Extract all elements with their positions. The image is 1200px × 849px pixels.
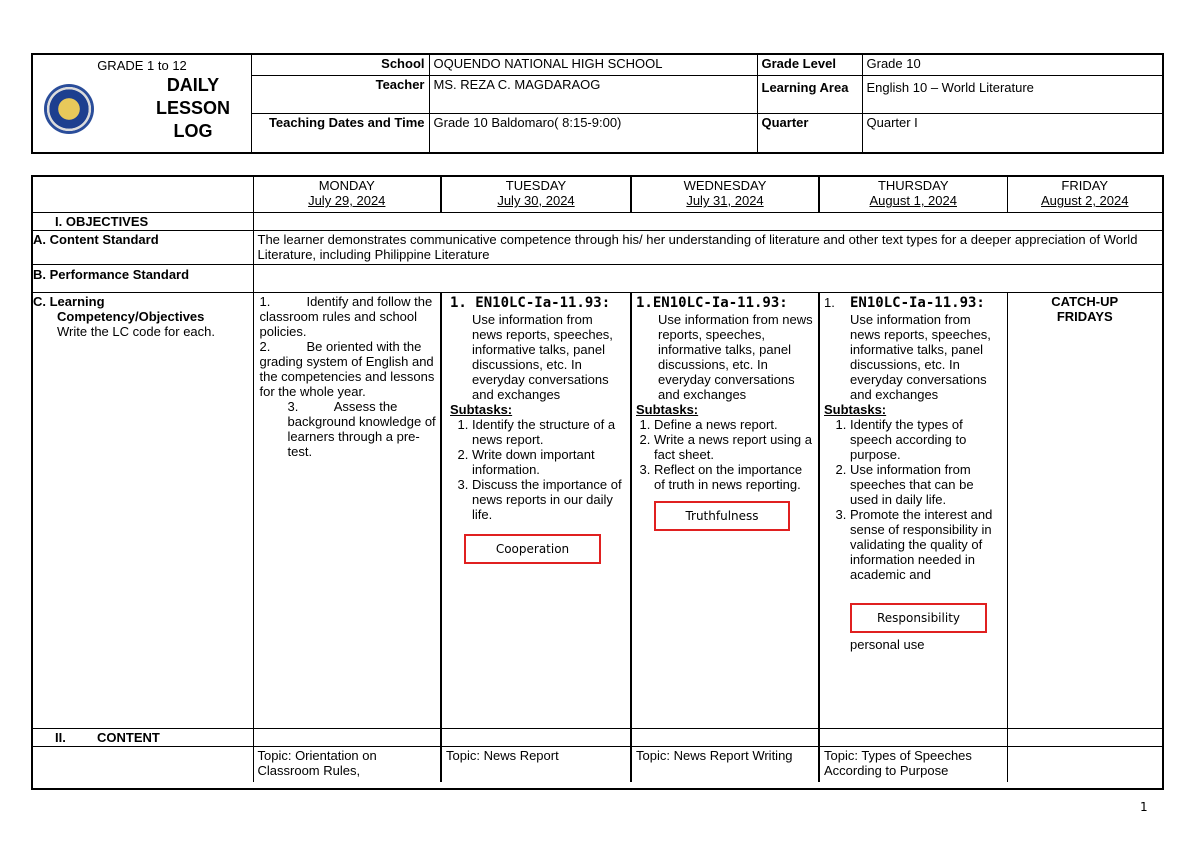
content-heading-num: II. xyxy=(55,729,66,745)
lesson-log-block xyxy=(31,175,1164,790)
day-name: MONDAY xyxy=(318,178,375,193)
monday-item: 2. Be oriented with the grading system of English and the competencies and lessons for the whole year. xyxy=(259,338,439,399)
value-badge-truthfulness: Truthfulness xyxy=(654,501,790,531)
subtask-item: 3. Reflect on the importance of truth in news reporting. xyxy=(654,462,814,492)
day-date: August 2, 2024 xyxy=(1041,193,1129,208)
learning-area-value: English 10 – World Literature xyxy=(862,75,1162,113)
wednesday-objectives xyxy=(631,292,819,728)
tuesday-subtasks-label: Subtasks: xyxy=(450,401,513,417)
wednesday-code: 1.EN10LC-Ia-11.93: xyxy=(636,294,788,311)
subtask-item: 2. Write a news report using a fact sheet. xyxy=(654,432,814,462)
subtask-item: 3. Promote the interest and sense of responsibility in validating the quality of information needed in academic and xyxy=(850,507,1003,582)
day-name: THURSDAY xyxy=(877,178,949,193)
school-label: School xyxy=(251,55,429,75)
day-date: July 30, 2024 xyxy=(497,193,575,208)
day-date: July 31, 2024 xyxy=(686,193,764,208)
thursday-code: EN10LC-Ia-11.93: xyxy=(850,294,985,311)
objectives-blank xyxy=(253,212,1162,230)
competency-label xyxy=(33,292,253,728)
day-header-tuesday xyxy=(441,177,631,212)
subtask-item: 3. Discuss the importance of news reports in our daily life. xyxy=(472,477,626,522)
thursday-code-line xyxy=(824,294,1003,312)
day-name: FRIDAY xyxy=(1061,178,1109,193)
day-name: WEDNESDAY xyxy=(683,178,767,193)
day-date: August 1, 2024 xyxy=(869,193,957,208)
tuesday-subtasks xyxy=(450,417,626,522)
topic-label-blank xyxy=(33,746,253,782)
quarter-label: Quarter xyxy=(757,113,862,152)
tuesday-objective: Use information from news reports, speeches, informative talks, panel discussions, etc. In everyday conversations and exchanges xyxy=(472,311,613,402)
thursday-objectives xyxy=(819,292,1007,728)
tuesday-code: 1. EN10LC-Ia-11.93: xyxy=(450,294,611,311)
thursday-objective: Use information from news reports, speeches, informative talks, panel discussions, etc. In everyday conversations and exchanges xyxy=(850,311,991,402)
grade-level-value: Grade 10 xyxy=(862,55,1162,75)
school-seal-logo xyxy=(44,84,94,134)
title-cell xyxy=(33,55,251,152)
lesson-log-table xyxy=(33,177,1162,782)
day-name: TUESDAY xyxy=(505,178,567,193)
wednesday-topic: Topic: News Report Writing xyxy=(631,746,819,782)
header-table xyxy=(33,55,1162,152)
thursday-code-num: 1. xyxy=(824,294,835,310)
title-log: LOG xyxy=(173,121,213,141)
dates-label: Teaching Dates and Time xyxy=(251,113,429,152)
competency-label-c: Write the LC code for each. xyxy=(57,323,216,339)
wednesday-objective: Use information from news reports, speeches, informative talks, panel discussions, etc. In everyday conversations and exchanges xyxy=(658,311,813,402)
content-blank xyxy=(1007,728,1162,746)
subtask-item: 2. Use information from speeches that can be used in daily life. xyxy=(850,462,1003,507)
title-lesson: LESSON xyxy=(155,98,230,118)
header-block xyxy=(31,53,1164,154)
monday-item: 1. Identify and follow the classroom rules and school policies. xyxy=(259,293,436,339)
teacher-value: MS. REZA C. MAGDARAOG xyxy=(429,75,757,113)
title-daily: DAILY xyxy=(166,75,220,95)
content-standard-text: The learner demonstrates communicative competence through his/ her understanding of literature and other text types for a deeper appreciation of World Literature, including Philippine Literature xyxy=(253,230,1162,264)
subtask-item: 1. Define a news report. xyxy=(654,417,814,432)
day-header-friday xyxy=(1007,177,1162,212)
wednesday-subtasks xyxy=(636,417,814,492)
competency-row xyxy=(33,292,1162,728)
performance-standard-label: B. Performance Standard xyxy=(33,264,253,292)
grade-level-label: Grade Level xyxy=(757,55,862,75)
performance-standard-row xyxy=(33,264,1162,292)
dates-value: Grade 10 Baldomaro( 8:15-9:00) xyxy=(429,113,757,152)
day-header-row xyxy=(33,177,1162,212)
content-heading-label: CONTENT xyxy=(97,729,160,745)
objectives-row xyxy=(33,212,1162,230)
teacher-label: Teacher xyxy=(251,75,429,113)
content-heading-row xyxy=(33,728,1162,746)
content-standard-label: A. Content Standard xyxy=(33,230,253,264)
content-blank xyxy=(253,728,441,746)
competency-label-a: C. Learning xyxy=(33,293,105,309)
blank-corner xyxy=(33,177,253,212)
competency-label-b: Competency/Objectives xyxy=(57,308,205,324)
content-heading xyxy=(33,728,253,746)
subtask-item: 2. Write down important information. xyxy=(472,447,626,477)
monday-item: 3. Assess the background knowledge of learners through a pre-test. xyxy=(287,398,440,459)
content-standard-row xyxy=(33,230,1162,264)
page-number: 1 xyxy=(1140,800,1148,814)
subtask-item: 1. Identify the types of speech according to purpose. xyxy=(850,417,1003,462)
grade-range: GRADE 1 to 12 xyxy=(97,58,187,73)
tuesday-objectives xyxy=(441,292,631,728)
wednesday-subtasks-label: Subtasks: xyxy=(636,401,699,417)
day-header-monday xyxy=(253,177,441,212)
day-header-wednesday xyxy=(631,177,819,212)
thursday-subtasks xyxy=(824,417,1003,582)
thursday-topic: Topic: Types of Speeches According to Purpose xyxy=(819,746,1007,782)
monday-topic: Topic: Orientation on Classroom Rules, xyxy=(253,746,441,782)
performance-standard-blank xyxy=(253,264,1162,292)
topic-row xyxy=(33,746,1162,782)
value-badge-responsibility: Responsibility xyxy=(850,603,987,633)
thursday-trailing: personal use xyxy=(850,636,925,652)
friday-catchup: CATCH-UP FRIDAYS xyxy=(1007,292,1162,728)
day-date: July 29, 2024 xyxy=(308,193,386,208)
subtask-item: 1. Identify the structure of a news report. xyxy=(472,417,626,447)
monday-objectives xyxy=(253,292,441,728)
content-blank xyxy=(441,728,631,746)
school-value: OQUENDO NATIONAL HIGH SCHOOL xyxy=(429,55,757,75)
thursday-subtasks-label: Subtasks: xyxy=(824,401,887,417)
content-blank xyxy=(631,728,819,746)
content-blank xyxy=(819,728,1007,746)
learning-area-label: Learning Area xyxy=(757,75,862,113)
friday-topic xyxy=(1007,746,1162,782)
objectives-heading: I. OBJECTIVES xyxy=(33,212,253,230)
tuesday-topic: Topic: News Report xyxy=(441,746,631,782)
day-header-thursday xyxy=(819,177,1007,212)
value-badge-cooperation: Cooperation xyxy=(464,534,601,564)
quarter-value: Quarter I xyxy=(862,113,1162,152)
